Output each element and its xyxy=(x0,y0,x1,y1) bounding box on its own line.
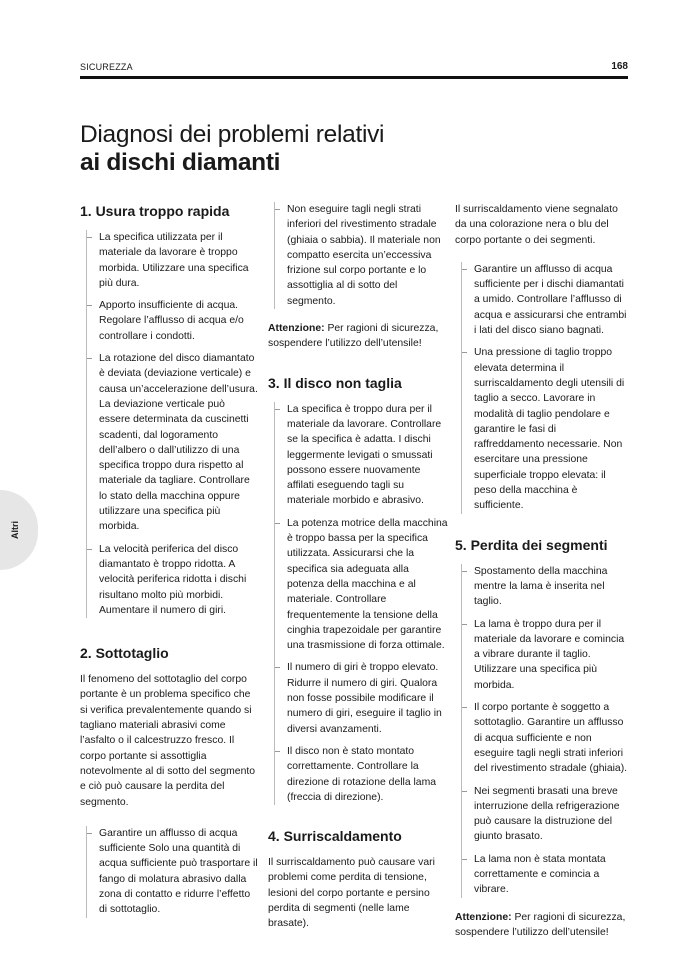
column-2 xyxy=(268,202,448,952)
bullet-list xyxy=(86,230,258,618)
list-item: La specifica utilizzata per il materiale da lavorare è troppo morbida. Utilizzare una specifica più dura. xyxy=(99,230,258,291)
section-intro: Il fenomeno del sottotaglio del corpo portante è un problema specifico che si verifica prevalentemente quando si tagliano materiali abrasivi come l’asfalto o il calcestruzzo fresco. Il corpo portante si assottiglia notevolmente al di sotto del segmento e ciò può causare la perdita del segmento. xyxy=(80,674,256,808)
section-perdita-segmenti xyxy=(455,536,629,941)
list-item: Il corpo portante è soggetto a sottotaglio. Garantire un afflusso di acqua sufficiente e non eseguire tagli negli strati inferiori del rivestimento stradale (ghiaia). xyxy=(474,700,629,776)
warning-note xyxy=(268,321,448,352)
warning-text: Per ragioni di sicurezza, sospendere l’utilizzo dell’utensile! xyxy=(268,323,439,350)
list-item: Il numero di giri è troppo elevato. Ridurre il numero di giri. Qualora non fosse possibile modificare il numero di giri, eseguire il taglio in diversi avanzamenti. xyxy=(287,660,448,736)
list-item: Il disco non è stato montato correttamente. Controllare la direzione di rotazione della lama (freccia di direzione). xyxy=(287,744,448,805)
warning-note xyxy=(455,910,629,941)
bullet-list xyxy=(274,402,448,805)
section-intro: Il surriscaldamento può causare vari problemi come perdita di tensione, lesioni del corpo portante e persino perdita di segmenti (nelle lame brasate). xyxy=(268,857,435,930)
section-heading: 1. Usura troppo rapida xyxy=(80,203,230,219)
section-surriscaldamento xyxy=(268,827,448,931)
page-number: 168 xyxy=(611,61,628,72)
warning-label: Attenzione: xyxy=(455,911,512,923)
warning-label: Attenzione: xyxy=(268,323,325,335)
list-item: Nei segmenti brasati una breve interruzione della refrigerazione può causare la distruzione del giunto brasato. xyxy=(474,784,629,845)
list-item: La lama è troppo dura per il materiale da lavorare e comincia a vibrare durante il taglio. Utilizzare una specifica più morbida. xyxy=(474,617,629,693)
section-sottotaglio xyxy=(80,644,258,917)
bullet-list xyxy=(274,202,448,309)
running-header-section: SICUREZZA xyxy=(80,62,133,72)
column-3 xyxy=(455,202,629,960)
warning-text: Per ragioni di sicurezza, sospendere l’utilizzo dell’utensile! xyxy=(455,911,626,938)
page-title-line1: Diagnosi dei problemi relativi xyxy=(80,121,385,148)
section-heading: 5. Perdita dei segmenti xyxy=(455,536,608,553)
side-tab-label: Altri xyxy=(10,521,20,539)
section-non-taglia xyxy=(268,374,448,805)
list-item: La specifica è troppo dura per il materiale da lavorare. Controllare se la specifica è adatta. I dischi leggermente levigati o smussati possono essere nuovamente affilati eseguendo tagli su materiale morbido e abrasivo. xyxy=(287,402,448,509)
list-item: La potenza motrice della macchina è troppo bassa per la specifica utilizzata. Assicurarsi che la specifica sia adeguata alla potenza della macchina e al materiale. Controllare frequentemente la tensione della cinghia trapezoidale per garantire una trasmissione di forza ottimale. xyxy=(287,516,448,654)
list-item: Una pressione di taglio troppo elevata determina il surriscaldamento degli utensili di taglio a secco. Lavorare in modalità di taglio pendolare e garantire le fasi di raffreddamento necessarie. Non esercitare una pressione superficiale troppo elevata: il peso della macchina è sufficiente. xyxy=(474,345,629,513)
section-heading: 3. Il disco non taglia xyxy=(268,374,402,391)
page-title-line2: ai dischi diamanti xyxy=(80,149,281,176)
list-item: Spostamento della macchina mentre la lama è inserita nel taglio. xyxy=(474,564,629,610)
section-heading: 2. Sottotaglio xyxy=(80,645,169,662)
list-item: Garantire un afflusso di acqua sufficiente Solo una quantità di acqua sufficiente può trasportare il fango di molatura abrasivo dalla zona di contatto e ridurre l’effetto di sottotaglio. xyxy=(99,826,258,918)
list-item: La rotazione del disco diamantato è deviata (deviazione verticale) e causa un’accelerazione dell’usura. La deviazione verticale può essere determinata da cuscinetti scadenti, dal logoramento dell’albero o dall’utilizzo di una specifica troppo dura rispetto al materiale da tagliare. Controllare lo stato della macchina oppure utilizzare una specifica più morbida. xyxy=(99,351,258,535)
list-item: La velocità periferica del disco diamantato è troppo ridotta. A velocità periferica ridotta i dischi risultano molto più morbidi. Aumentare il numero di giri. xyxy=(99,542,258,618)
section-heading: 4. Surriscaldamento xyxy=(268,828,402,845)
bullet-list xyxy=(461,262,629,514)
page-title xyxy=(80,121,620,177)
bullet-list xyxy=(461,564,629,898)
section-intro: Il surriscaldamento viene segnalato da una colorazione nera o blu del corpo portante o dei segmenti. xyxy=(455,204,618,246)
list-item: Non eseguire tagli negli strati inferiori del rivestimento stradale (ghiaia o sabbia). Il materiale non compatto esercita un’eccessiva frizione sul corpo portante e lo assottiglia al di sotto del segmento. xyxy=(287,202,448,309)
section-usura xyxy=(80,202,258,618)
list-item: Garantire un afflusso di acqua sufficiente per i dischi diamantati a umido. Controllare l’afflusso di acqua e assicurarsi che entrambi i lati del disco siano bagnati. xyxy=(474,262,629,338)
column-1 xyxy=(80,202,258,938)
list-item: Apporto insufficiente di acqua. Regolare l’afflusso di acqua e/o controllare i condotti. xyxy=(99,298,258,344)
list-item: La lama non è stata montata correttamente e comincia a vibrare. xyxy=(474,852,629,898)
header-rule xyxy=(80,76,628,79)
bullet-list xyxy=(86,826,258,918)
